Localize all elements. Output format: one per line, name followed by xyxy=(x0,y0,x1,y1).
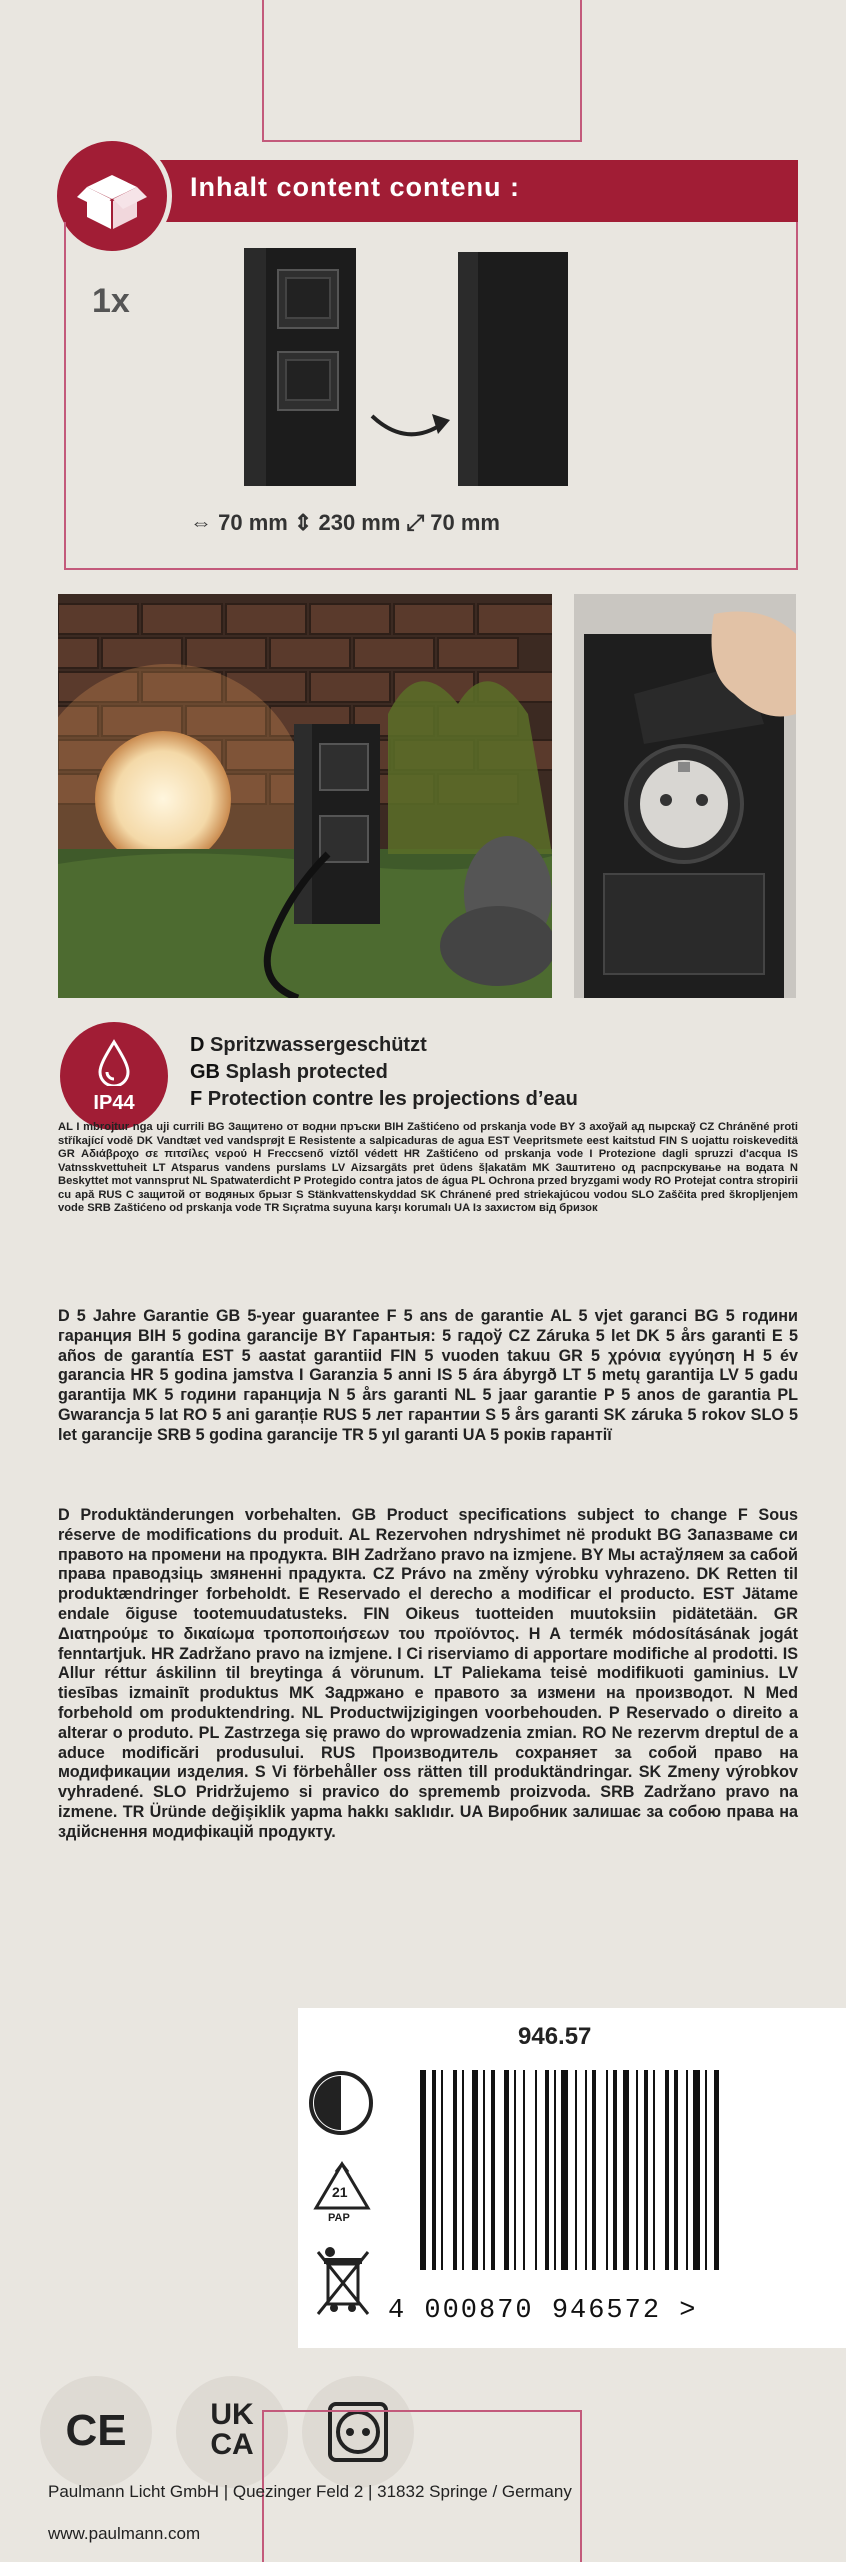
barcode-bar xyxy=(693,2070,699,2270)
socket-pillar-closed-illustration xyxy=(458,252,570,488)
barcode-bar xyxy=(665,2070,669,2270)
barcode-bar xyxy=(606,2070,608,2270)
barcode-bar xyxy=(644,2070,648,2270)
barcode-bar xyxy=(514,2070,516,2270)
dimensions: ⇔ 70 mm ⇕ 230 mm ⤢ 70 mm xyxy=(190,510,500,535)
barcode-bar xyxy=(523,2070,525,2270)
barcode-bar xyxy=(535,2070,537,2270)
barcode-bar xyxy=(462,2070,464,2270)
company-address: Paulmann Licht GmbH | Quezinger Feld 2 | 31832 Springe / Germany xyxy=(48,2482,572,2501)
contents-title: Inhalt content contenu : xyxy=(190,172,520,202)
barcode-bar xyxy=(623,2070,629,2270)
barcode-bar xyxy=(491,2070,495,2270)
resin-code: 21 xyxy=(332,2184,348,2200)
ukca-mark: UK CA xyxy=(210,2398,254,2461)
barcode-bar xyxy=(613,2070,617,2270)
barcode-bar xyxy=(714,2070,718,2270)
guarantee-text: D 5 Jahre Garantie GB 5-year guarantee F 5 ans de garantie AL 5 vjet garanci BG 5 години гаранция BIH 5 godina garancije BY Гарантыя: 5 гадоў CZ Záruka 5 let DK 5 års garanti E 5 años de garantía EST 5 aastat garantiid FIN 5 vuoden takuu GR 5 χρόνια εγγύηση H 5 év garancia HR 5 godina jamstva I Garanzia 5 anni IS 5 ára ábyrgð LT 5 metų garantija LV 5 gadu garantija MK 5 години гаранција N 5 års garanti NL 5 jaar garantie P 5 anos de garantia PL Gwarancja 5 lat RO 5 ani garanție RUS 5 лет гарантии S 5 års garanti SK záruka 5 rokov SLO 5 let garancije SRB 5 godina garancije TR 5 yıl garanti UA 5 років гарантії xyxy=(58,1307,798,1444)
barcode-bar xyxy=(636,2070,638,2270)
barcode-bar xyxy=(483,2070,485,2270)
barcode-bar xyxy=(561,2070,567,2270)
barcode-bar xyxy=(575,2070,577,2270)
water-drop-icon xyxy=(96,1038,132,1086)
arrow-icon xyxy=(366,400,456,450)
barcode-bar xyxy=(585,2070,587,2270)
ip-rating-badge xyxy=(60,1022,168,1130)
ip-rating: IP44 xyxy=(93,1092,135,1114)
barcode-bar xyxy=(686,2070,688,2270)
ce-mark-badge xyxy=(40,2376,152,2488)
barcode-bar xyxy=(705,2070,707,2270)
ce-mark: CE xyxy=(65,2406,127,2455)
protection-line-fr: F Protection contre les projections d’eau xyxy=(190,1088,578,1110)
protection-line-gb: GB Splash protected xyxy=(190,1061,388,1083)
resin-label: PAP xyxy=(328,2212,350,2224)
barcode-bar xyxy=(554,2070,556,2270)
barcode-bar xyxy=(441,2070,443,2270)
protection-line-de: D Spritzwassergeschützt xyxy=(190,1034,427,1056)
barcode-bar xyxy=(674,2070,678,2270)
quantity: 1x xyxy=(92,282,130,320)
barcode-bar xyxy=(504,2070,508,2270)
barcode-bar xyxy=(432,2070,436,2270)
article-number: 946.57 xyxy=(518,2023,592,2050)
protection-translations: AL I mbrojtur nga uji currili BG Защитено от водни пръски BIH Zaštićeno od prskanja vode BY З ахоўай ад пырскаў CZ Chráněné proti stříkající vodě DK Vandtæt ved vandsprøjt E Resistente a salpicaduras de agua EST Veepritsmete eest kaitstud FIN S uojattu roiskeveditä GR Αδιάβροχο σε πιτσίλες νερού H Freccsenő víztől védett HR Zaštićeno od prskanja vode I Protezione dagli spruzzi d'acqua IS Vatnsskvettuheit LT Atsparus vandens purslams LV Aizsargāts pret ūdens šļakatām MK Заштитено од распрскување на водата N Beskyttet mot vannsprut NL Spatwaterdicht P Protegido contra jatos de água PL Ochrona przed bryzgami wody RO Protejat contra stropirii cu apă RUS С защитой от водяных брызг S Stänkvattenskyddad SK Chránené pred striekajúcou vodou SLO Zaščita pred škropljenjem vode SRB Zaštićeno od prskanja vode TR Sıçratma suyuna karşı korumalı UA Із захистом від бризок xyxy=(58,1121,798,1214)
product-change-notice: D Produktänderungen vorbehalten. GB Product specifications subject to change F Sous réserve de modifications du produit. AL Rezervohen ndryshimet në produkt BG Запазваме си правото на промени на продукта. BIH Zadržano pravo na izmjene. BY Мы астаўляем за сабой права праводзіць змяненні прадукта. CZ Právo na změny výrobku vyhrazeno. DK Retten til produktændringer forbeholdt. E Reservado el derecho a modificar el producto. EST Jätame endale õiguse tootemuudatusteks. FIN Oikeus tuotteiden muutoksiin pidätetään. GR Διατηρούμε το δικαίωμα τροποποιήσεων του προϊόντος. H A termék módosításának jogát fenntartjuk. HR Zadržano pravo na izmjene. I Ci riserviamo di apportare modifiche al prodotti. IS Allur réttur áskilinn til breytinga á vörunum. LT Paliekama teisė modifikuoti gaminius. LV tiesības izmainīt produktus MK Задржано е правото за измени на производот. N Med forbehold om produktendring. NL Productwijzigingen voorbehouden. P Reservado o direito a alterar o produto. PL Zastrzega się prawo do wprowadzenia zmian. RO Ne rezervm dreptul de a aduce modificări produsului. RUS Производитель сохраняет за собой право на модификации изделия. S Vi förbehåller oss rätten till produktändringar. SK Zmeny výrobkov vyhradené. SLO Pridržujemo si pravico do sprememb proizvoda. SRB Zadržano pravo na izmene. TR Üründe değişiklik yapma hakkı saklıdır. UA Виробник залишає за собою права на здійснення модифікацій продукту. xyxy=(58,1506,798,1841)
barcode-bar xyxy=(545,2070,549,2270)
ean-number: 4 000870 946572 > xyxy=(388,2296,698,2326)
weee-bin-icon xyxy=(314,2246,372,2318)
barcode-bar xyxy=(592,2070,596,2270)
barcode-bar xyxy=(453,2070,457,2270)
barcode xyxy=(420,2070,750,2280)
barcode-bar xyxy=(472,2070,478,2270)
barcode-bar xyxy=(420,2070,426,2270)
green-dot-recycling-icon xyxy=(306,2068,376,2138)
socket-pillar-open-illustration xyxy=(242,248,360,488)
garden-photo xyxy=(58,594,552,998)
socket-closeup-photo xyxy=(574,594,796,998)
crop-guide-top xyxy=(262,0,582,142)
website: www.paulmann.com xyxy=(48,2524,201,2543)
barcode-bar xyxy=(653,2070,655,2270)
